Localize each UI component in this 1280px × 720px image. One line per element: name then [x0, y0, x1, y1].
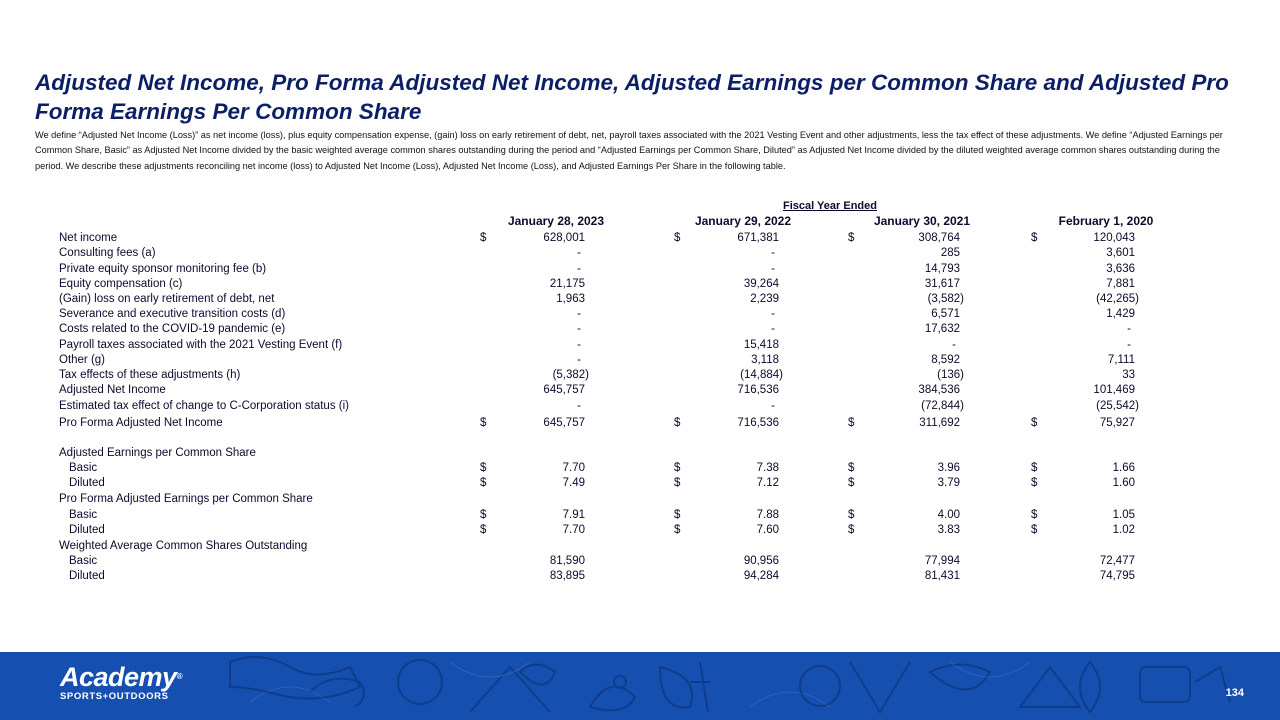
cell-value: 3.96: [937, 462, 960, 474]
intro-paragraph: We define “Adjusted Net Income (Loss)” as net income (loss), plus equity compensation expense, (gain) loss on early retirement of debt, net, payroll taxes associated with the 2021 Vesting Event and other adjustments, less the tax effect of these adjustments. We define “Adjusted Earnings per Common Share, Basic” as Adjusted Net Income divided by the basic weighted average common shares outstanding during the period and “Adjusted Earnings per Common Share, Diluted” as Adjusted Net Income divided by the diluted weighted average common shares outstanding during the period. We describe these adjustments reconciling net income (loss) to Adjusted Net Income (Loss), Adjusted Net Income (Loss), and Adjusted Earnings Per Share in the following table.: [35, 130, 1223, 171]
cell-value: -: [577, 400, 581, 412]
cell-value: 1.60: [1112, 477, 1135, 489]
row-label: Diluted: [69, 477, 105, 489]
row-label: Basic: [69, 462, 98, 474]
cell-value: 308,764: [918, 232, 960, 244]
cell-value: 1,963: [556, 293, 585, 305]
row-label: Private equity sponsor monitoring fee (b): [59, 263, 267, 275]
currency-symbol: $: [674, 524, 681, 536]
fiscal-year-label: Fiscal Year Ended: [783, 200, 877, 212]
cell-value: 31,617: [924, 278, 960, 290]
row-label: Basic: [69, 509, 98, 521]
cell-value: 15,418: [743, 339, 779, 351]
page-title: Adjusted Net Income, Pro Forma Adjusted Net Income, Adjusted Earnings per Common Share and Adjusted Pro Forma Earnings Per Common Share: [35, 70, 1229, 124]
currency-symbol: $: [848, 509, 855, 521]
table-row: [0, 539, 1280, 554]
cell-value: 8,592: [931, 354, 960, 366]
cell-value: -: [577, 323, 581, 335]
cell-value: 120,043: [1093, 232, 1135, 244]
currency-symbol: $: [674, 232, 681, 244]
row-label: Estimated tax effect of change to C-Corporation status (i): [59, 400, 349, 412]
currency-symbol: $: [848, 477, 855, 489]
table-row: [0, 262, 1280, 277]
row-label: Costs related to the COVID-19 pandemic (e): [59, 323, 286, 335]
currency-symbol: $: [1031, 524, 1038, 536]
row-label: Pro Forma Adjusted Net Income: [59, 417, 223, 429]
currency-symbol: $: [1031, 477, 1038, 489]
table-row: [0, 508, 1280, 523]
table-row: [0, 554, 1280, 569]
currency-symbol: $: [674, 462, 681, 474]
cell-value: (136): [937, 369, 964, 381]
cell-value: 21,175: [549, 278, 585, 290]
cell-value: 83,895: [549, 570, 585, 582]
academy-logo: [60, 664, 182, 702]
cell-value: -: [1127, 323, 1131, 335]
currency-symbol: $: [674, 417, 681, 429]
table-row: [0, 399, 1280, 414]
column-header-4: February 1, 2020: [1058, 214, 1154, 228]
row-label: Tax effects of these adjustments (h): [59, 369, 241, 381]
cell-value: 3,636: [1106, 263, 1135, 275]
cell-value: -: [577, 247, 581, 259]
row-label: Payroll taxes associated with the 2021 Vesting Event (f): [59, 339, 343, 351]
cell-value: 101,469: [1093, 384, 1135, 396]
table-row: [0, 322, 1280, 337]
currency-symbol: $: [480, 524, 487, 536]
cell-value: 77,994: [924, 555, 960, 567]
cell-value: 39,264: [743, 278, 779, 290]
row-label: Equity compensation (c): [59, 278, 183, 290]
cell-value: 7.70: [562, 462, 585, 474]
cell-value: 17,632: [924, 323, 960, 335]
cell-value: (72,844): [921, 400, 964, 412]
currency-symbol: $: [848, 417, 855, 429]
cell-value: 7,881: [1106, 278, 1135, 290]
cell-value: -: [1127, 339, 1131, 351]
currency-symbol: $: [1031, 509, 1038, 521]
table-row: [0, 461, 1280, 476]
cell-value: 81,590: [549, 555, 585, 567]
table-row: [0, 569, 1280, 584]
cell-value: -: [771, 323, 775, 335]
cell-value: -: [771, 400, 775, 412]
cell-value: 1.05: [1112, 509, 1135, 521]
cell-value: -: [577, 308, 581, 320]
cell-value: -: [577, 263, 581, 275]
cell-value: 1.02: [1112, 524, 1135, 536]
cell-value: -: [771, 263, 775, 275]
table-row: [0, 492, 1280, 507]
cell-value: 90,956: [743, 555, 779, 567]
cell-value: 716,536: [737, 384, 779, 396]
table-row: [0, 446, 1280, 461]
cell-value: (5,382): [552, 369, 589, 381]
row-label: Adjusted Earnings per Common Share: [59, 447, 256, 459]
row-label: Pro Forma Adjusted Earnings per Common Share: [59, 493, 313, 505]
currency-symbol: $: [480, 462, 487, 474]
cell-value: 14,793: [924, 263, 960, 275]
cell-value: -: [577, 354, 581, 366]
row-label: Diluted: [69, 524, 105, 536]
currency-symbol: $: [480, 417, 487, 429]
footer-banner: [0, 652, 1280, 720]
cell-value: 311,692: [919, 417, 960, 429]
cell-value: -: [952, 339, 956, 351]
table-row: [0, 307, 1280, 322]
cell-value: 75,927: [1099, 417, 1135, 429]
cell-value: 285: [940, 247, 960, 259]
cell-value: (25,542): [1096, 400, 1139, 412]
row-label: (Gain) loss on early retirement of debt, net: [59, 293, 275, 305]
cell-value: 7.60: [756, 524, 779, 536]
cell-value: 7.70: [562, 524, 585, 536]
currency-symbol: $: [848, 524, 855, 536]
outdoor-pattern-illustration: [0, 652, 1280, 720]
cell-value: 4.00: [937, 509, 960, 521]
row-label: Adjusted Net Income: [59, 384, 166, 396]
table-row: [0, 277, 1280, 292]
cell-value: -: [771, 247, 775, 259]
currency-symbol: $: [674, 509, 681, 521]
table-row: [0, 416, 1280, 431]
table-row: [0, 383, 1280, 398]
cell-value: 74,795: [1099, 570, 1135, 582]
currency-symbol: $: [480, 232, 487, 244]
cell-value: 645,757: [543, 384, 585, 396]
cell-value: (3,582): [927, 293, 964, 305]
cell-value: 3.79: [937, 477, 960, 489]
table-row: [0, 476, 1280, 491]
cell-value: 7.38: [756, 462, 779, 474]
cell-value: 7.88: [756, 509, 779, 521]
cell-value: -: [771, 308, 775, 320]
table-row: [0, 353, 1280, 368]
row-label: Diluted: [69, 570, 105, 582]
column-header-2: January 29, 2022: [694, 214, 792, 228]
currency-symbol: $: [848, 232, 855, 244]
currency-symbol: $: [1031, 417, 1038, 429]
cell-value: 7.12: [756, 477, 779, 489]
row-label: Net income: [59, 232, 118, 244]
column-header-3: January 30, 2021: [873, 214, 971, 228]
currency-symbol: $: [480, 477, 487, 489]
cell-value: -: [577, 339, 581, 351]
currency-symbol: $: [674, 477, 681, 489]
row-label: Basic: [69, 555, 98, 567]
cell-value: 645,757: [543, 417, 585, 429]
cell-value: (42,265): [1096, 293, 1139, 305]
table-row: [0, 292, 1280, 307]
table-row: [0, 231, 1280, 246]
column-header-1: January 28, 2023: [507, 214, 605, 228]
currency-symbol: $: [1031, 232, 1038, 244]
cell-value: 384,536: [918, 384, 960, 396]
page-number: 134: [1225, 687, 1244, 699]
cell-value: 3,601: [1106, 247, 1135, 259]
cell-value: 671,381: [737, 232, 779, 244]
cell-value: (14,884): [740, 369, 783, 381]
table-row: [0, 523, 1280, 538]
cell-value: 6,571: [931, 308, 960, 320]
cell-value: 7.49: [562, 477, 585, 489]
row-label: Severance and executive transition costs (d): [59, 308, 286, 320]
row-label: Weighted Average Common Shares Outstanding: [59, 540, 308, 552]
currency-symbol: $: [848, 462, 855, 474]
cell-value: 7.91: [562, 509, 585, 521]
cell-value: 628,001: [543, 232, 585, 244]
cell-value: 716,536: [737, 417, 779, 429]
currency-symbol: $: [480, 509, 487, 521]
cell-value: 3,118: [751, 354, 779, 366]
cell-value: 94,284: [743, 570, 779, 582]
cell-value: 33: [1122, 369, 1135, 381]
row-label: Consulting fees (a): [59, 247, 156, 259]
logo-wordmark: Academy®: [60, 662, 182, 692]
cell-value: 72,477: [1099, 555, 1135, 567]
cell-value: 1,429: [1106, 308, 1135, 320]
cell-value: 2,239: [750, 293, 779, 305]
cell-value: 1.66: [1112, 462, 1135, 474]
row-label: Other (g): [59, 354, 106, 366]
cell-value: 81,431: [924, 570, 960, 582]
currency-symbol: $: [1031, 462, 1038, 474]
table-row: [0, 338, 1280, 353]
table-row: [0, 246, 1280, 261]
logo-tagline: SPORTS+OUTDOORS: [60, 691, 169, 702]
cell-value: 7,111: [1107, 354, 1135, 366]
cell-value: 3.83: [937, 524, 960, 536]
table-row: [0, 368, 1280, 383]
